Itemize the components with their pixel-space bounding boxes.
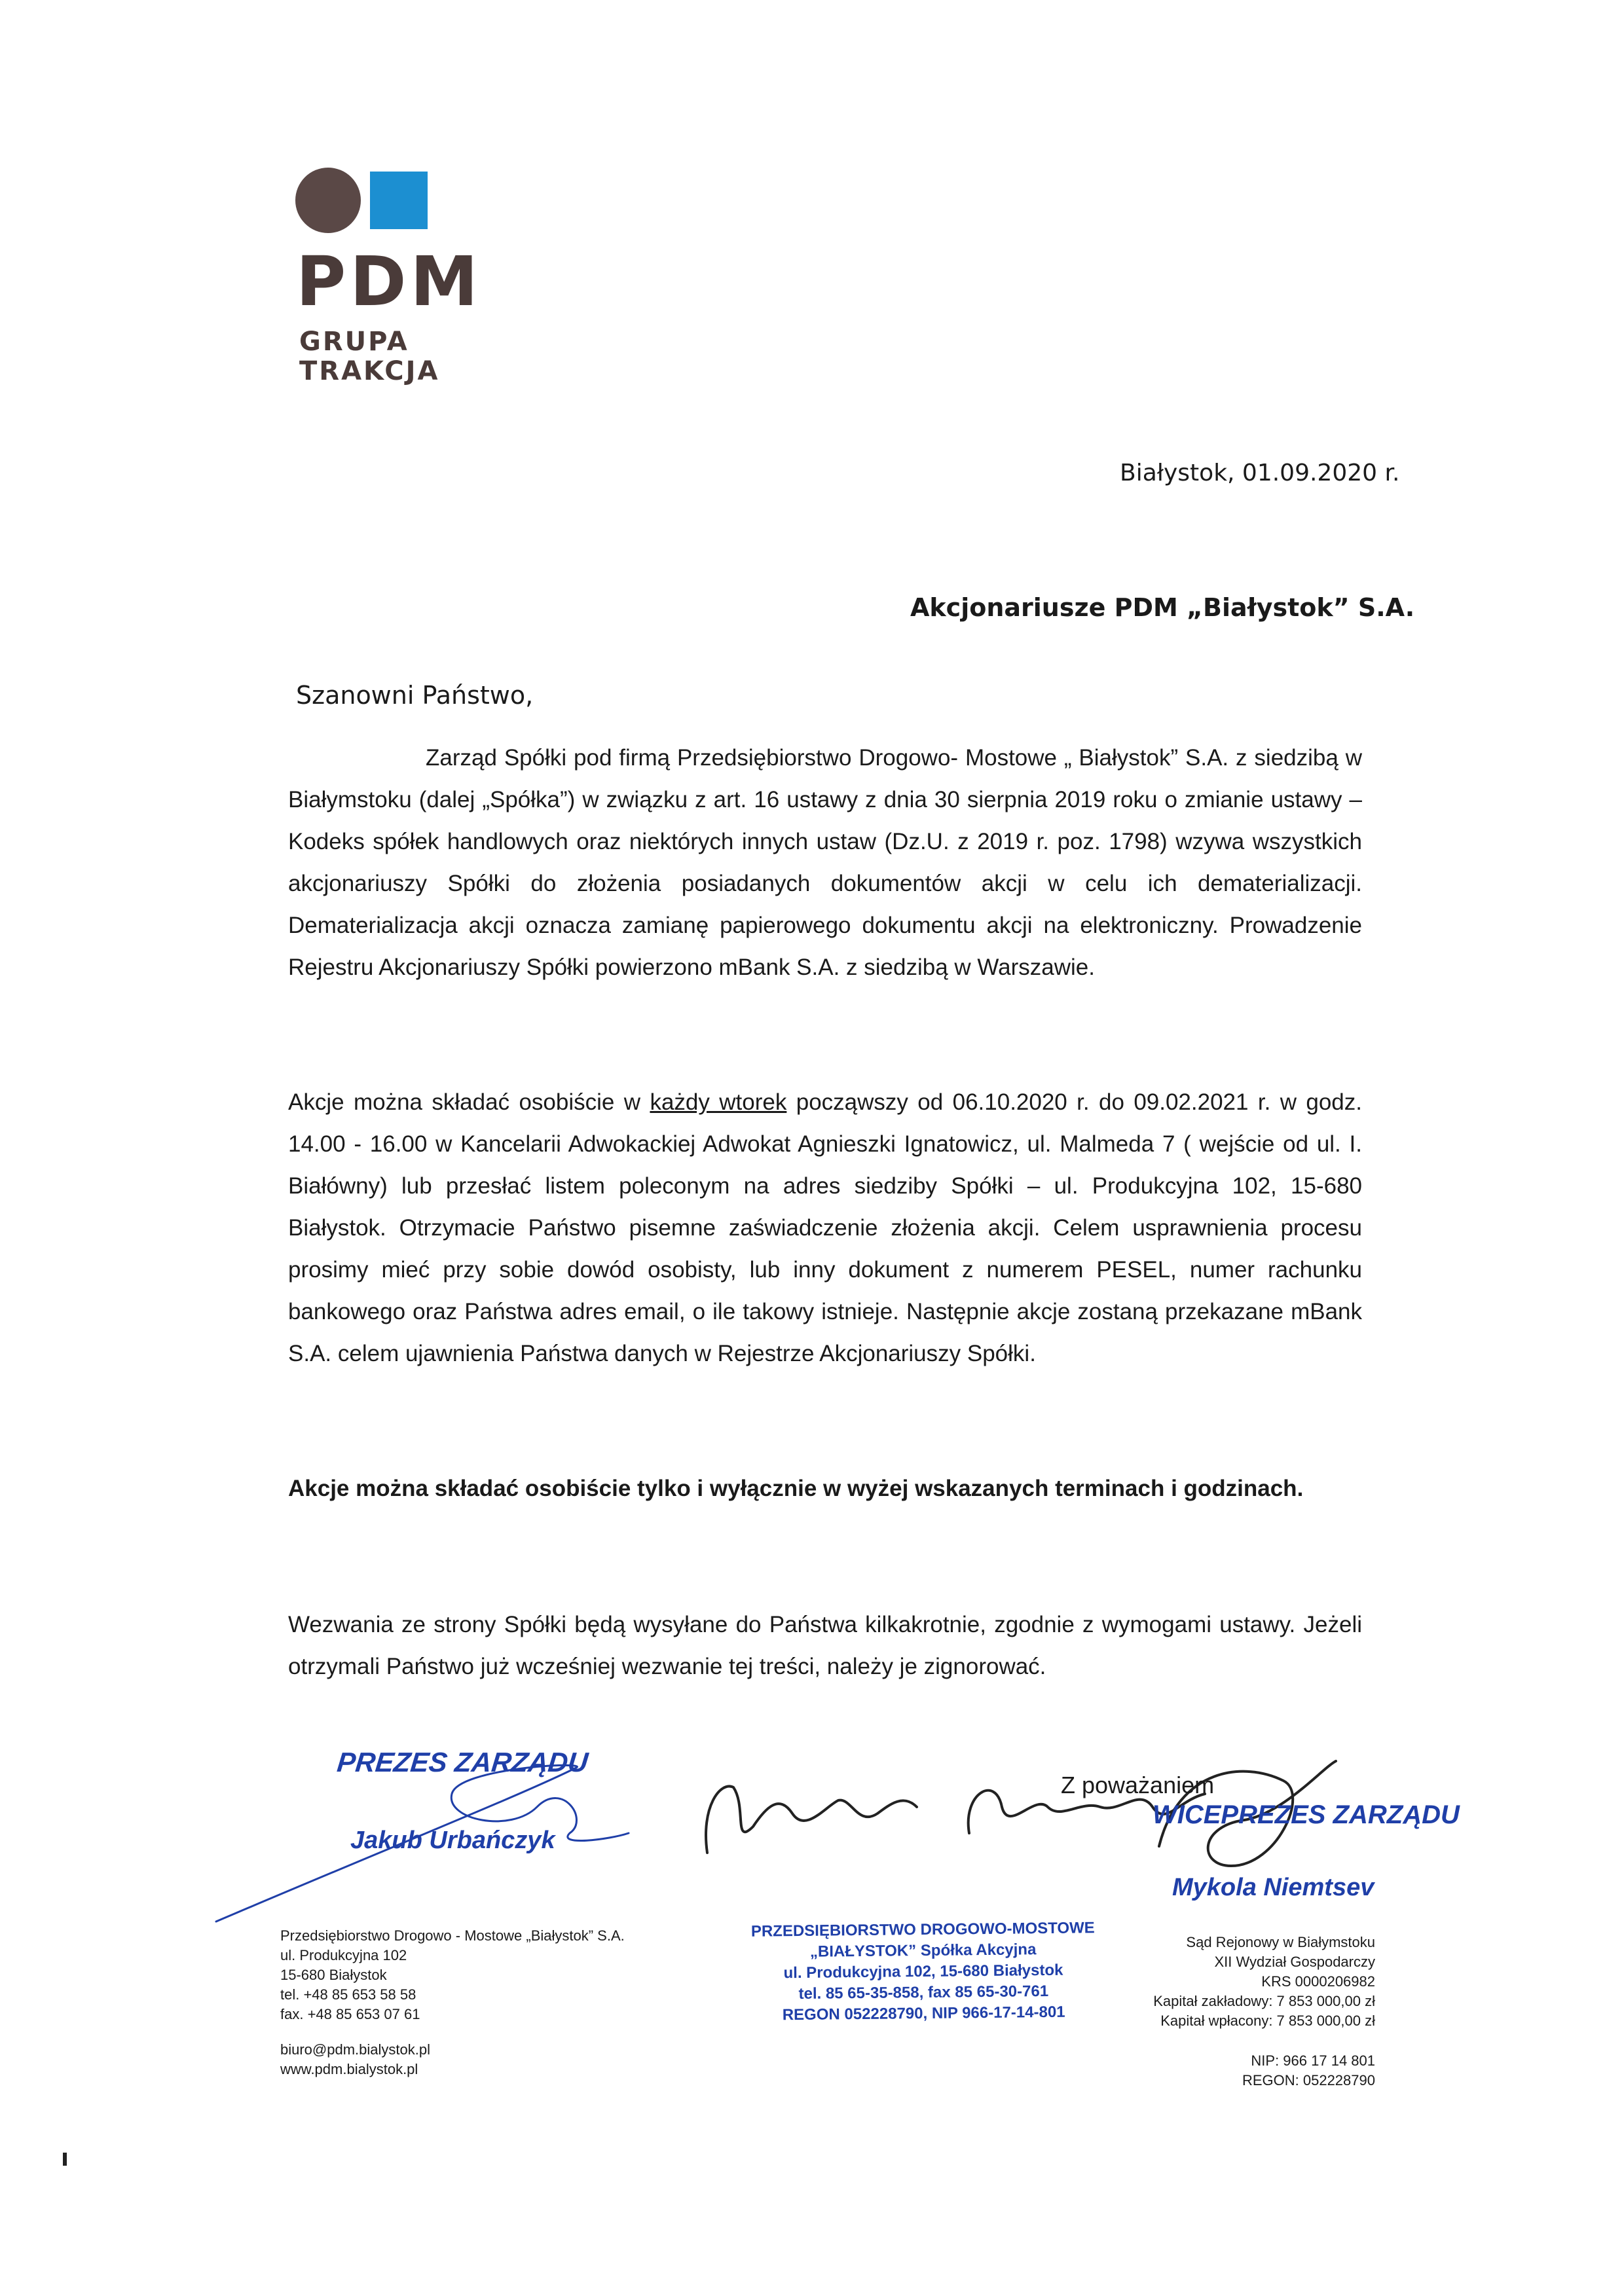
logo-subtitle-line1: GRUPA xyxy=(299,327,409,357)
footer-company-address xyxy=(280,1926,625,2024)
company-stamp-line: tel. 85 65-35-858, fax 85 65-30-761 xyxy=(798,1982,1049,2003)
stamp-president-name: Jakub Urbańczyk xyxy=(350,1827,555,1854)
paragraph-repeated-calls: Wezwania ze strony Spółki będą wysyłane do Państwa kilkakrotnie, zgodnie z wymogami ustawy. Jeżeli otrzymali Państwo już wcześniej wezwanie tej treści, należy je zignorować. xyxy=(288,1612,1362,1679)
logo-square xyxy=(370,172,428,229)
letter-date: Białystok, 01.09.2020 r. xyxy=(1120,460,1400,486)
footer-street: ul. Produkcyjna 102 xyxy=(280,1947,407,1963)
footer-paid-capital: Kapitał wpłacony: 7 853 000,00 zł xyxy=(1160,2013,1375,2029)
footer-website: www.pdm.bialystok.pl xyxy=(280,2061,418,2077)
paragraph-submission xyxy=(288,1082,1362,1375)
company-stamp-line: PRZEDSIĘBIORSTWO DROGOWO-MOSTOWE xyxy=(750,1919,1095,1941)
company-stamp-line: REGON 052228790, NIP 966-17-14-801 xyxy=(782,2003,1065,2024)
footer-contact xyxy=(280,2040,430,2079)
signature-middle-stroke xyxy=(706,1786,917,1853)
scan-artifact-mark xyxy=(63,2153,67,2166)
logo-wordmark: PDM xyxy=(296,242,483,321)
footer-tax-ids xyxy=(1100,2051,1375,2090)
footer-company-name: Przedsiębiorstwo Drogowo - Mostowe „Białystok” S.A. xyxy=(280,1927,625,1944)
paragraph-notice-bold: Akcje można składać osobiście tylko i wyłącznie w wyżej wskazanych terminach i godzinach. xyxy=(288,1476,1304,1501)
footer-registry xyxy=(1100,1933,1375,2031)
logo-circle xyxy=(295,168,361,233)
footer-nip: NIP: 966 17 14 801 xyxy=(1251,2052,1375,2069)
closing-phrase: Z poważaniem xyxy=(1061,1772,1215,1798)
footer-share-capital: Kapitał zakładowy: 7 853 000,00 zł xyxy=(1153,1993,1375,2009)
stamp-vice-president-title: WICEPREZES ZARZĄDU xyxy=(1153,1800,1460,1829)
recipient: Akcjonariusze PDM „Białystok” S.A. xyxy=(910,593,1415,622)
stamp-president-title: PREZES ZARZĄDU xyxy=(335,1747,590,1777)
footer-krs: KRS 0000206982 xyxy=(1261,1973,1375,1990)
footer-email: biuro@pdm.bialystok.pl xyxy=(280,2041,430,2058)
footer-phone: tel. +48 85 653 58 58 xyxy=(280,1986,416,2003)
company-stamp-line: ul. Produkcyjna 102, 15-680 Białystok xyxy=(783,1961,1063,1982)
footer-division: XII Wydział Gospodarczy xyxy=(1214,1954,1375,1970)
footer-court: Sąd Rejonowy w Białymstoku xyxy=(1186,1934,1375,1950)
footer-regon: REGON: 052228790 xyxy=(1242,2072,1375,2088)
footer-city: 15-680 Białystok xyxy=(280,1967,387,1983)
footer-fax: fax. +48 85 653 07 61 xyxy=(280,2006,420,2022)
logo-subtitle-line2: TRAKCJA xyxy=(299,356,440,386)
submission-text-start: Akcje można składać osobiście w xyxy=(288,1089,650,1115)
company-stamp-line: „BIAŁYSTOK” Spółka Akcyjna xyxy=(809,1941,1037,1961)
submission-day-underlined: każdy wtorek xyxy=(650,1089,787,1115)
company-stamp xyxy=(739,1918,1107,2026)
salutation: Szanowni Państwo, xyxy=(296,681,534,710)
stamp-vice-president-name: Mykola Niemtsev xyxy=(1172,1874,1375,1901)
paragraph-dematerialization: Zarząd Spółki pod firmą Przedsiębiorstwo Drogowo- Mostowe „ Białystok” S.A. z siedzibą w Białymstoku (dalej „Spółka”) w związku z art. 16 ustawy z dnia 30 sierpnia 2019 roku o zmianie ustawy – Kodeks spółek handlowych oraz niektórych innych ustaw (Dz.U. z 2019 r. poz. 1798) wzywa wszystkich akcjonariuszy Spółki do złożenia posiadanych dokumentów akcji w celu ich dematerializacji. Dematerializacja akcji oznacza zamianę papierowego dokumentu akcji na elektroniczny. Prowadzenie Rejestru Akcjonariuszy Spółki powierzono mBank S.A. z siedzibą w Warszawie. xyxy=(288,745,1362,980)
submission-text-rest: począwszy od 06.10.2020 r. do 09.02.2021 r. w godz. 14.00 - 16.00 w Kancelarii Adwokackiej Adwokat Agnieszki Ignatowicz, ul. Malmeda 7 ( wejście od ul. I. Białówny) lub przesłać listem poleconym na adres siedziby Spółki – ul. Produkcyjna 102, 15-680 Białystok. Otrzymacie Państwo pisemne zaświadczenie złożenia akcji. Celem usprawnienia procesu prosimy mieć przy sobie dowód osobisty, lub inny dokument z numerem PESEL, numer rachunku bankowego oraz Państwa adres email, o ile takowy istnieje. Następnie akcje zostaną przekazane mBank S.A. celem ujawnienia Państwa danych w Rejestrze Akcjonariuszy Spółki. xyxy=(288,1089,1362,1366)
